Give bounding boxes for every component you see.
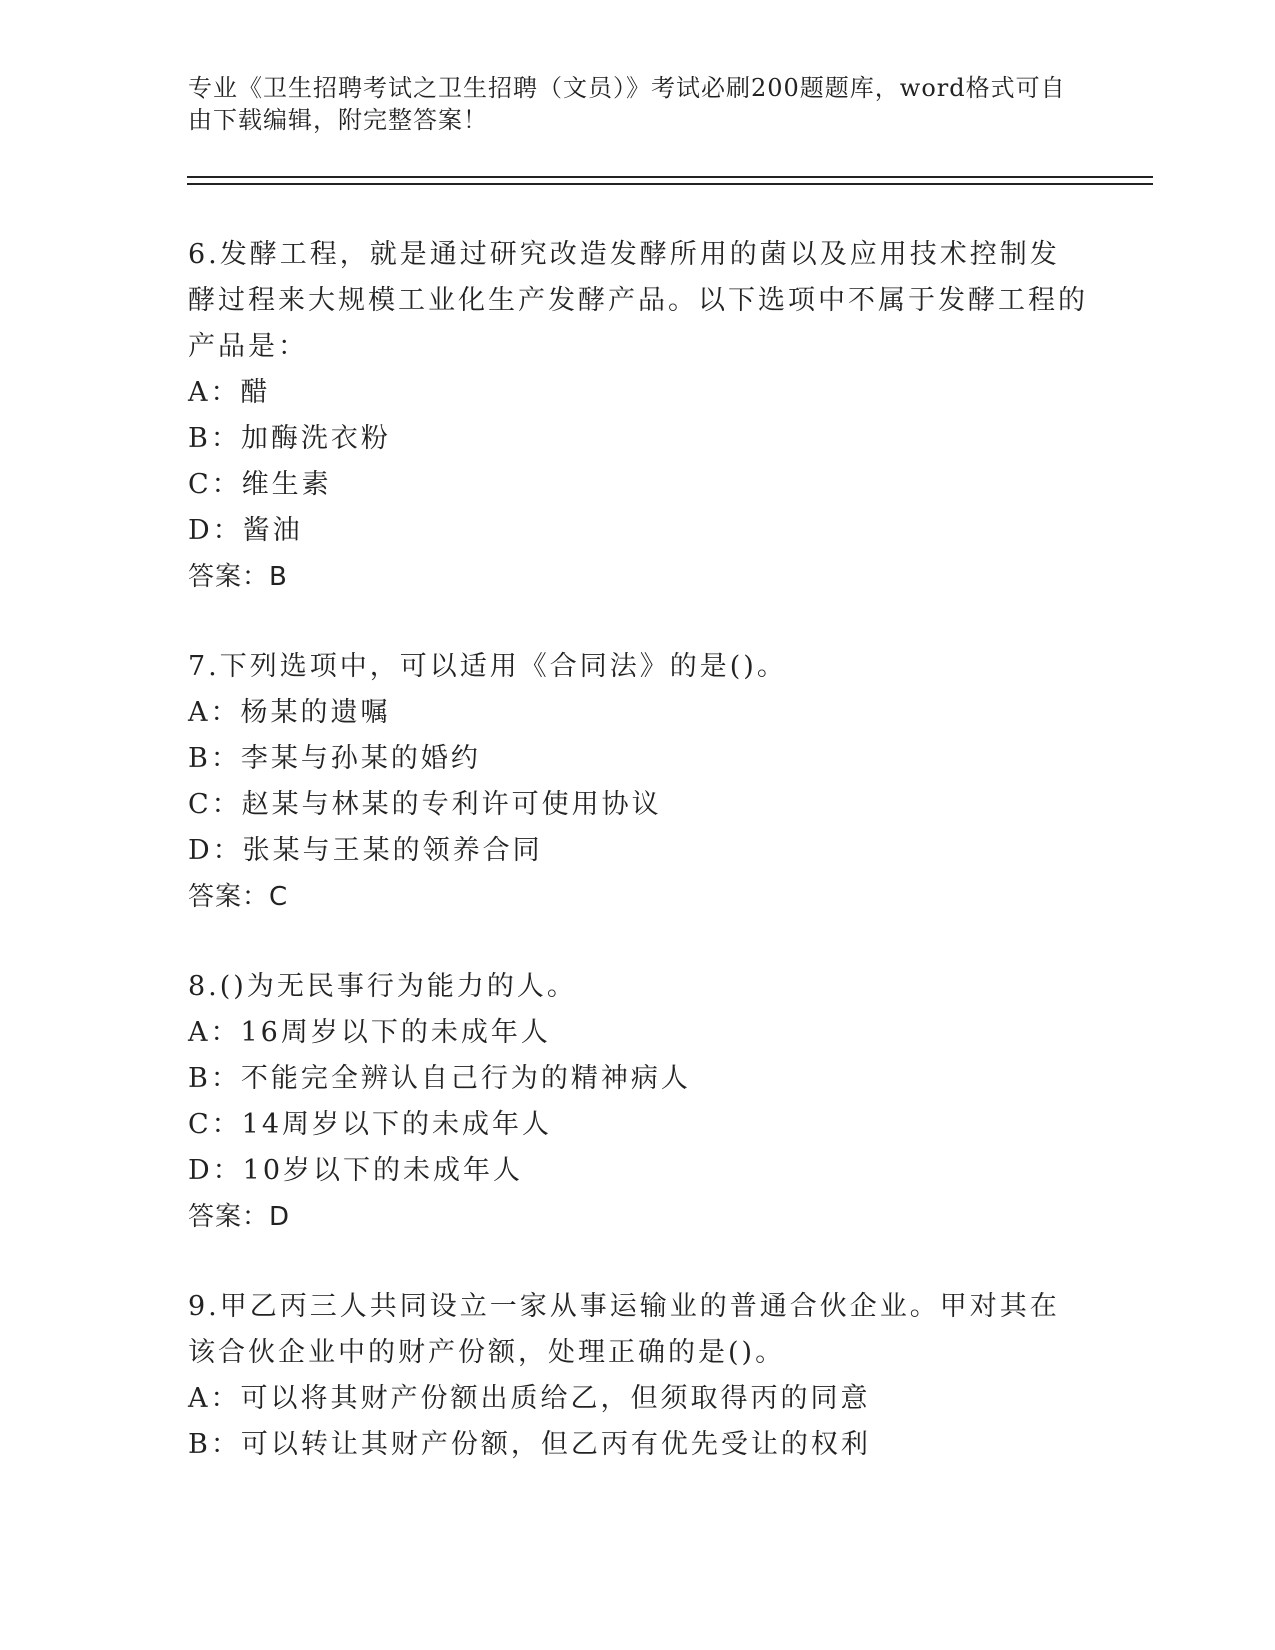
answer: 答案：C: [188, 882, 289, 912]
option-b: B：李某与孙某的婚约: [188, 743, 481, 774]
option-a: A：16周岁以下的未成年人: [188, 1017, 551, 1048]
answer: 答案：D: [188, 1202, 291, 1232]
question-text: 7.下列选项中，可以适用《合同法》的是()。: [188, 651, 787, 682]
question-6: [188, 232, 1088, 600]
option-c: C：赵某与林某的专利许可使用协议: [188, 789, 662, 820]
option-d: D：张某与王某的领养合同: [188, 835, 543, 866]
question-9: [188, 1284, 1088, 1468]
question-text: 6.发酵工程，就是通过研究改造发酵所用的菌以及应用技术控制发酵过程来大规模工业化生产发酵产品。以下选项中不属于发酵工程的产品是：: [188, 239, 1088, 362]
question-list: [188, 232, 1088, 1512]
option-a: A：可以将其财产份额出质给乙，但须取得丙的同意: [188, 1383, 871, 1414]
option-c: C：14周岁以下的未成年人: [188, 1109, 553, 1140]
header-note: 专业《卫生招聘考试之卫生招聘（文员）》考试必刷200题题库，word格式可自由下载编辑，附完整答案！: [188, 74, 1066, 134]
option-c: C：维生素: [188, 469, 332, 500]
option-a: A：醋: [188, 377, 271, 408]
question-8: [188, 964, 1088, 1240]
question-text: 9.甲乙丙三人共同设立一家从事运输业的普通合伙企业。甲对其在该合伙企业中的财产份额，处理正确的是()。: [188, 1291, 1060, 1368]
question-7: [188, 644, 1088, 920]
question-text: 8.()为无民事行为能力的人。: [188, 971, 577, 1002]
header-divider-top: [187, 176, 1153, 178]
option-b: B：可以转让其财产份额，但乙丙有优先受让的权利: [188, 1429, 871, 1460]
option-b: B：加酶洗衣粉: [188, 423, 391, 454]
answer: 答案：B: [188, 562, 288, 592]
option-d: D：10岁以下的未成年人: [188, 1155, 524, 1186]
option-a: A：杨某的遗嘱: [188, 697, 391, 728]
option-b: B：不能完全辨认自己行为的精神病人: [188, 1063, 691, 1094]
option-d: D：酱油: [188, 515, 303, 546]
header-divider-bottom: [187, 183, 1153, 185]
